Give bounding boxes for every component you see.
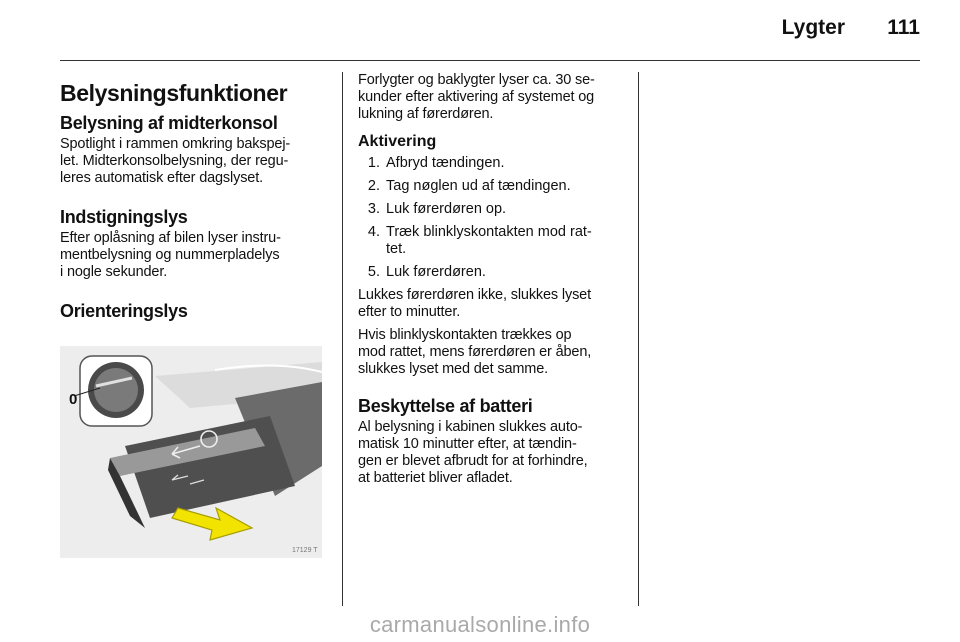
chapter-heading: Belysningsfunktioner xyxy=(60,80,288,106)
text-line: kunder efter aktivering af systemet og xyxy=(358,89,595,105)
right-column xyxy=(358,72,626,493)
text-line: mentbelysning og nummerpladelys xyxy=(60,247,280,263)
figure-code: 17129 T xyxy=(292,547,318,554)
paragraph-stalk-pulled xyxy=(358,327,626,378)
text-line: mod rattet, mens førerdøren er åben, xyxy=(358,344,592,360)
step-3 xyxy=(384,201,626,218)
left-column xyxy=(60,72,332,324)
text-line: Al belysning i kabinen slukkes auto- xyxy=(358,419,583,435)
text-line: i nogle sekunder. xyxy=(60,264,168,280)
text-line: slukkes lyset med det samme. xyxy=(358,361,549,377)
heading-battery-protection: Beskyttelse af batteri xyxy=(358,396,533,416)
step-4 xyxy=(384,224,626,258)
text-line: gen er blevet afbrudt for at forhindre, xyxy=(358,453,588,469)
paragraph-center-console xyxy=(60,136,332,187)
text-line: Efter oplåsning af bilen lyser instru- xyxy=(60,230,281,246)
dial-label: 0 xyxy=(69,391,78,408)
step-1 xyxy=(384,155,626,172)
text-line: Træk blinklyskontakten mod rat- xyxy=(386,224,592,240)
text-line: leres automatisk efter dagslyset. xyxy=(60,170,263,186)
heading-orientation-lights: Orienteringslys xyxy=(60,301,188,321)
watermark: carmanualsonline.info xyxy=(369,612,591,637)
text-line: Luk førerdøren. xyxy=(386,264,486,280)
stalk-illustration xyxy=(60,346,322,558)
text-line: Lukkes førerdøren ikke, slukkes lyset xyxy=(358,287,591,303)
step-5 xyxy=(384,264,626,281)
ignition-cylinder xyxy=(94,368,138,412)
text-line: Forlygter og baklygter lyser ca. 30 se- xyxy=(358,72,595,88)
paragraph-battery xyxy=(358,419,626,487)
step-2 xyxy=(384,178,626,195)
heading-entry-lights: Indstigningslys xyxy=(60,207,188,227)
text-line: let. Midterkonsolbelysning, der regu- xyxy=(60,153,289,169)
text-line: Spotlight i rammen omkring bakspej- xyxy=(60,136,291,152)
paragraph-entry-lights xyxy=(60,230,332,281)
page-number: 111 xyxy=(887,16,920,39)
text-line: efter to minutter. xyxy=(358,304,461,320)
text-line: matisk 10 minutter efter, at tændin- xyxy=(358,436,577,452)
heading-center-console: Belysning af midterkonsol xyxy=(60,113,278,133)
paragraph-intro xyxy=(358,72,626,123)
text-line: Hvis blinklyskontakten trækkes op xyxy=(358,327,572,343)
text-line: at batteriet bliver afladet. xyxy=(358,470,513,486)
column-divider-1 xyxy=(342,72,343,606)
heading-activation: Aktivering xyxy=(358,133,437,150)
text-line: Luk førerdøren op. xyxy=(386,201,507,217)
text-line: tet. xyxy=(386,241,407,257)
text-line: Afbryd tændingen. xyxy=(386,155,505,171)
paragraph-door-not-closed xyxy=(358,287,626,321)
column-divider-2 xyxy=(638,72,639,606)
text-line: Tag nøglen ud af tændingen. xyxy=(386,178,571,194)
header-rule xyxy=(60,60,920,61)
section-title: Lygter xyxy=(781,16,845,39)
text-line: lukning af førerdøren. xyxy=(358,106,494,122)
activation-steps xyxy=(358,155,626,281)
